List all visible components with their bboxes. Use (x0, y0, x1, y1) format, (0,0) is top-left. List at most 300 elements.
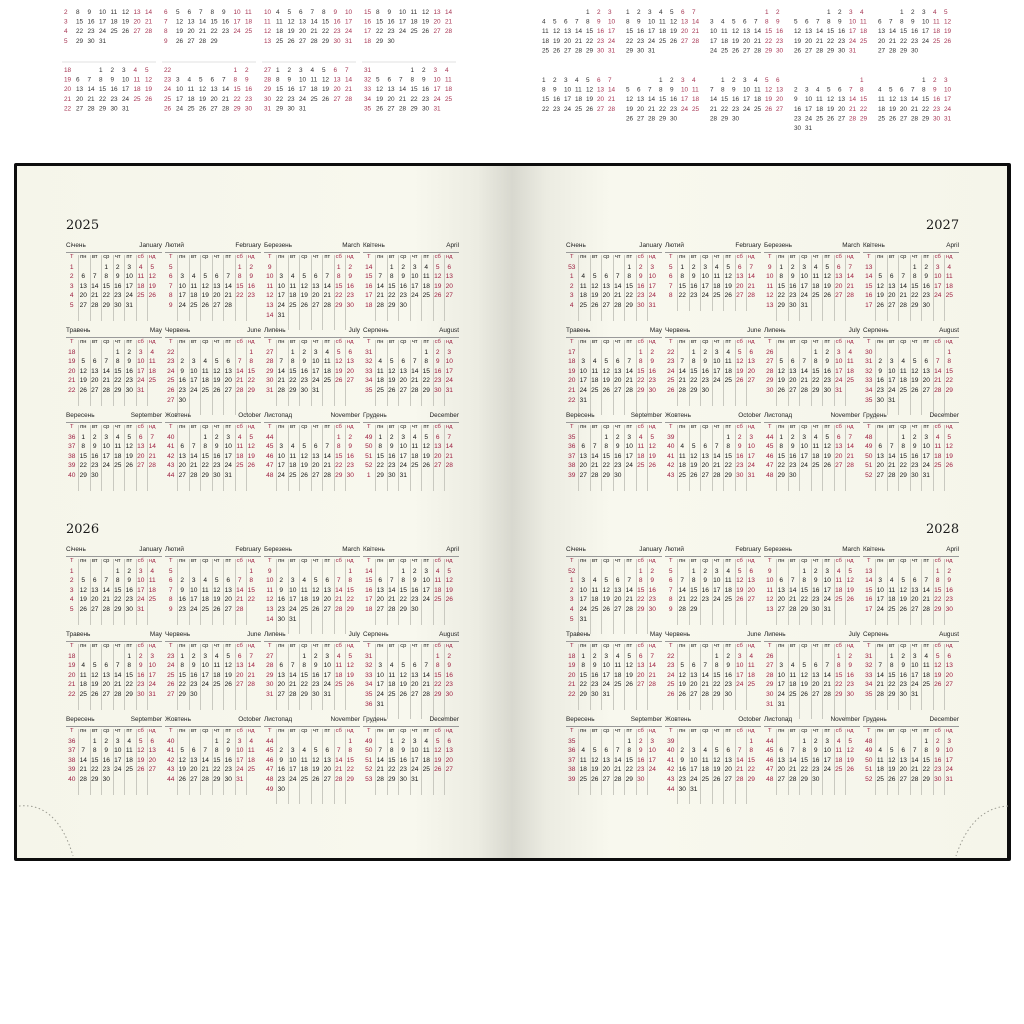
month-header (165, 325, 261, 338)
column-rule (944, 559, 945, 625)
weekday-header: ср (601, 423, 613, 432)
day-cell: 6 (746, 348, 758, 357)
bg-day: 15 (276, 86, 284, 93)
day-cell: 8 (112, 576, 124, 585)
week-number: 49 (363, 737, 375, 746)
column-rule (410, 559, 411, 625)
day-cell: 8 (688, 357, 700, 366)
day-cell: 16 (177, 595, 189, 604)
day-cell: 14 (409, 367, 421, 376)
month-name-ua: Березень (764, 546, 792, 553)
weekday-header: чт (612, 338, 624, 347)
bg-day: 10 (99, 9, 107, 16)
weekday-header: пт (223, 253, 235, 262)
month-november-2027 (764, 410, 860, 496)
weekday-header: вт (688, 423, 700, 432)
day-cell: 16 (787, 452, 799, 461)
day-cell: 12 (776, 367, 788, 376)
day-cell: 14 (276, 367, 288, 376)
week-number: 5 (66, 605, 78, 614)
day-cell: 25 (898, 386, 910, 395)
day-cell: 27 (322, 605, 334, 614)
day-cell: 27 (409, 690, 421, 699)
bg-day: 6 (637, 87, 641, 94)
week-number: 2 (566, 282, 578, 291)
weekday-header: ср (700, 642, 712, 651)
day-cell: 8 (578, 661, 590, 670)
month-july-2028 (764, 629, 860, 715)
day-cell: 7 (101, 576, 113, 585)
day-cell: 20 (345, 367, 357, 376)
day-cell: 27 (688, 690, 700, 699)
month-name-ua: Лютий (165, 546, 184, 553)
day-cell: 9 (124, 576, 136, 585)
day-cell: 3 (276, 272, 288, 281)
day-cell: 5 (799, 661, 811, 670)
day-cell: 2 (124, 567, 136, 576)
column-rule (875, 559, 876, 625)
weekday-header: вт (89, 557, 101, 566)
column-rule (834, 255, 835, 321)
day-cell: 1 (345, 737, 357, 746)
day-cell: 7 (386, 576, 398, 585)
day-cell: 31 (409, 775, 421, 784)
day-cell: 6 (886, 272, 898, 281)
day-cell: 6 (776, 576, 788, 585)
bg-day: 28 (608, 106, 616, 113)
day-cell: 4 (723, 348, 735, 357)
month-september-2026 (66, 714, 162, 800)
week-number-header: Т (165, 423, 177, 432)
day-cell: 25 (200, 386, 212, 395)
day-cell: 21 (845, 452, 857, 461)
week-number: 29 (264, 671, 276, 680)
weekday-header: ср (200, 423, 212, 432)
column-rule (345, 729, 346, 804)
day-cell: 20 (188, 765, 200, 774)
bg-day: 7 (692, 9, 696, 16)
month-december-2025 (363, 410, 459, 496)
day-cell: 7 (845, 433, 857, 442)
column-rule (822, 425, 823, 491)
bg-day: 13 (334, 77, 342, 84)
day-cell: 12 (211, 367, 223, 376)
day-cell: 31 (444, 386, 456, 395)
day-cell: 22 (246, 376, 258, 385)
day-cell: 29 (89, 775, 101, 784)
day-cell: 11 (921, 661, 933, 670)
day-cell: 19 (845, 756, 857, 765)
bg-day: 10 (922, 19, 930, 26)
day-cell: 18 (211, 671, 223, 680)
weekday-header: нд (444, 253, 456, 262)
bg-day: 9 (776, 19, 780, 26)
day-cell: 4 (432, 567, 444, 576)
day-cell: 13 (601, 282, 613, 291)
bg-day: 29 (211, 38, 219, 45)
bg-day: 7 (911, 87, 915, 94)
week-number: 47 (764, 461, 776, 470)
bg-day: 19 (586, 96, 594, 103)
bg-day: 3 (944, 77, 948, 84)
day-cell: 2 (921, 263, 933, 272)
bg-day: 27 (334, 96, 342, 103)
column-rule (101, 340, 102, 406)
weekday-header: пн (375, 557, 387, 566)
day-cell: 20 (635, 671, 647, 680)
day-cell: 4 (723, 567, 735, 576)
column-rule (822, 255, 823, 321)
month-name-ua: Вересень (66, 716, 95, 723)
column-rule (200, 340, 201, 415)
bg-day: 15 (99, 86, 107, 93)
day-cell: 28 (746, 291, 758, 300)
month-name-ua: Січень (566, 242, 586, 249)
bg-day: 8 (827, 19, 831, 26)
day-cell: 15 (688, 586, 700, 595)
month-name-en: March (342, 242, 360, 249)
month-header (66, 629, 162, 642)
day-cell: 30 (188, 690, 200, 699)
day-cell: 6 (89, 357, 101, 366)
column-rule (723, 644, 724, 710)
bg-day: 15 (542, 96, 550, 103)
column-rule (288, 255, 289, 330)
week-number: 28 (264, 661, 276, 670)
day-cell: 24 (624, 461, 636, 470)
column-rule (345, 644, 346, 710)
month-header (264, 629, 360, 642)
day-cell: 17 (444, 367, 456, 376)
weekday-header: вт (787, 423, 799, 432)
bg-day: 9 (553, 87, 557, 94)
column-rule (636, 425, 637, 491)
day-cell: 5 (723, 263, 735, 272)
bg-day: 8 (922, 87, 926, 94)
column-rule (235, 729, 236, 795)
week-number: 23 (665, 661, 677, 670)
week-number: 33 (363, 671, 375, 680)
day-cell: 14 (78, 756, 90, 765)
bg-day: 21 (575, 38, 583, 45)
day-cell: 2 (299, 348, 311, 357)
week-number-header: Т (363, 423, 375, 432)
weekday-header: пн (375, 423, 387, 432)
day-cell: 14 (822, 671, 834, 680)
bg-day: 4 (188, 77, 192, 84)
day-cell: 25 (612, 680, 624, 689)
weekday-header: пт (322, 642, 334, 651)
weekday-header: сб (333, 557, 345, 566)
day-cell: 2 (409, 567, 421, 576)
bg-day: 10 (710, 28, 718, 35)
day-cell: 18 (723, 586, 735, 595)
day-cell: 19 (711, 765, 723, 774)
column-rule (78, 559, 79, 625)
day-cell: 10 (409, 272, 421, 281)
day-cell: 17 (688, 765, 700, 774)
day-cell: 12 (211, 586, 223, 595)
bg-day: 11 (245, 9, 252, 16)
day-cell: 16 (135, 671, 147, 680)
weekday-header: пн (875, 253, 887, 262)
column-rule (200, 729, 201, 795)
column-rule (311, 729, 312, 804)
day-cell: 3 (578, 357, 590, 366)
day-cell: 25 (211, 680, 223, 689)
bg-day: 8 (659, 87, 663, 94)
day-cell: 8 (246, 357, 258, 366)
weekday-header: ср (898, 727, 910, 736)
week-number: 33 (363, 367, 375, 376)
day-cell: 16 (310, 671, 322, 680)
bg-day: 20 (838, 106, 846, 113)
day-cell: 1 (287, 348, 299, 357)
weekday-header: ср (398, 727, 410, 736)
day-cell: 29 (886, 690, 898, 699)
column-rule (624, 425, 625, 491)
weekday-header: пт (921, 338, 933, 347)
column-rule (601, 425, 602, 491)
week-number: 3 (66, 586, 78, 595)
bg-day: 30 (794, 125, 802, 132)
column-rule (811, 729, 812, 795)
month-name-ua: Квітень (863, 242, 885, 249)
day-cell: 12 (421, 442, 433, 451)
column-rule (590, 340, 591, 415)
column-rule (689, 425, 690, 491)
column-rule (776, 559, 777, 625)
column-rule (776, 340, 777, 406)
day-cell: 27 (444, 291, 456, 300)
week-number: 9 (764, 567, 776, 576)
day-cell: 27 (886, 301, 898, 310)
bg-day: 12 (553, 28, 561, 35)
day-cell: 1 (386, 737, 398, 746)
bg-day: 21 (399, 96, 407, 103)
bg-day: 30 (637, 47, 645, 54)
bg-day: 10 (399, 9, 407, 16)
week-number: 32 (863, 661, 875, 670)
weekday-header: вт (386, 423, 398, 432)
week-number-header: Т (764, 423, 776, 432)
bg-day: 2 (245, 67, 249, 74)
bg-day: 23 (732, 106, 740, 113)
day-cell: 21 (89, 291, 101, 300)
month-name-ua: Червень (165, 631, 190, 638)
day-cell: 4 (147, 348, 159, 357)
day-cell: 12 (386, 367, 398, 376)
bg-day: 14 (889, 28, 897, 35)
week-number: 41 (165, 442, 177, 451)
day-cell: 5 (398, 661, 410, 670)
day-cell: 17 (799, 452, 811, 461)
weekday-header: вт (188, 727, 200, 736)
bg-day: 16 (776, 28, 784, 35)
month-header (363, 240, 459, 253)
day-cell: 28 (444, 461, 456, 470)
day-cell: 20 (310, 461, 322, 470)
week-number: 39 (566, 471, 578, 480)
week-number: 14 (363, 567, 375, 576)
bg-day: 8 (276, 77, 280, 84)
column-rule (578, 729, 579, 795)
day-cell: 13 (223, 586, 235, 595)
column-rule (433, 644, 434, 719)
week-number: 44 (264, 737, 276, 746)
day-cell: 27 (734, 291, 746, 300)
weekday-header: вт (589, 253, 601, 262)
bg-day: 30 (670, 115, 678, 122)
bg-day: 4 (134, 67, 138, 74)
month-name-en: March (842, 242, 860, 249)
week-number: 50 (363, 746, 375, 755)
bg-day: 27 (211, 105, 219, 112)
day-cell: 27 (432, 461, 444, 470)
day-cell: 9 (898, 661, 910, 670)
column-rule (177, 340, 178, 415)
day-cell: 11 (375, 367, 387, 376)
day-cell: 22 (432, 680, 444, 689)
day-cell: 21 (909, 765, 921, 774)
day-cell: 19 (898, 595, 910, 604)
day-cell: 10 (177, 282, 189, 291)
week-number-header: Т (764, 727, 776, 736)
weekday-header: вт (188, 423, 200, 432)
day-cell: 11 (234, 442, 246, 451)
bg-day: 10 (434, 77, 442, 84)
column-rule (910, 425, 911, 491)
week-number: 19 (66, 661, 78, 670)
week-number-header: Т (863, 338, 875, 347)
day-cell: 21 (677, 595, 689, 604)
day-cell: 3 (135, 348, 147, 357)
day-cell: 22 (398, 595, 410, 604)
month-name-ua: Травень (66, 327, 90, 334)
day-cell: 1 (799, 737, 811, 746)
day-cell: 20 (909, 595, 921, 604)
month-header (863, 240, 959, 253)
bg-day: 5 (176, 9, 180, 16)
bg-day: 6 (776, 77, 780, 84)
column-rule (601, 729, 602, 795)
day-cell: 15 (386, 756, 398, 765)
day-cell: 8 (624, 746, 636, 755)
bg-day: 30 (911, 47, 919, 54)
day-cell: 11 (578, 756, 590, 765)
day-cell: 29 (578, 690, 590, 699)
weekday-header: ср (299, 423, 311, 432)
day-cell: 12 (886, 756, 898, 765)
day-cell: 29 (746, 775, 758, 784)
bg-day: 3 (710, 19, 714, 26)
bg-day: 3 (299, 67, 303, 74)
weekday-header: ср (700, 253, 712, 262)
day-cell: 2 (386, 433, 398, 442)
weekday-header: ср (299, 338, 311, 347)
day-cell: 18 (322, 367, 334, 376)
weekday-header: вт (787, 253, 799, 262)
day-cell: 1 (177, 652, 189, 661)
weekday-header: ср (799, 423, 811, 432)
week-number: 26 (764, 652, 776, 661)
column-rule (636, 729, 637, 795)
month-name-ua: Червень (165, 327, 190, 334)
day-cell: 7 (409, 357, 421, 366)
week-number: 41 (665, 452, 677, 461)
day-cell: 19 (723, 282, 735, 291)
month-name-en: July (349, 631, 360, 638)
bg-day: 5 (944, 9, 948, 16)
day-cell: 12 (444, 576, 456, 585)
bg-day: 19 (176, 28, 184, 35)
month-header (165, 410, 261, 423)
day-cell: 21 (101, 376, 113, 385)
weekday-header: нд (944, 727, 956, 736)
day-cell: 1 (112, 567, 124, 576)
weekday-header: вт (787, 338, 799, 347)
day-cell: 10 (223, 442, 235, 451)
day-cell: 3 (822, 567, 834, 576)
weekday-header: ср (200, 253, 212, 262)
bg-day: 27 (388, 105, 396, 112)
day-cell: 23 (647, 376, 659, 385)
column-rule (311, 559, 312, 634)
weekday-header: чт (711, 727, 723, 736)
bg-day: 11 (134, 77, 141, 84)
day-cell: 2 (700, 348, 712, 357)
day-cell: 23 (845, 680, 857, 689)
bg-day: 25 (134, 96, 142, 103)
week-number: 31 (363, 348, 375, 357)
column-rule (898, 729, 899, 795)
weekday-header: пт (124, 423, 136, 432)
column-rule (811, 425, 812, 491)
weekday-header: сб (932, 423, 944, 432)
day-cell: 21 (223, 291, 235, 300)
week-number: 38 (566, 765, 578, 774)
day-cell: 8 (776, 272, 788, 281)
day-cell: 3 (734, 652, 746, 661)
day-cell: 18 (147, 586, 159, 595)
day-cell: 30 (345, 471, 357, 480)
weekday-header: ср (700, 338, 712, 347)
day-cell: 10 (287, 586, 299, 595)
bg-day: 9 (222, 9, 226, 16)
weekday-header: нд (444, 727, 456, 736)
day-cell: 29 (799, 775, 811, 784)
week-number: 25 (165, 671, 177, 680)
day-cell: 27 (398, 386, 410, 395)
week-number: 48 (764, 775, 776, 784)
column-rule (90, 255, 91, 321)
weekday-header: нд (746, 727, 758, 736)
column-rule (124, 559, 125, 625)
month-name-ua: Серпень (863, 327, 889, 334)
bg-day: 30 (776, 47, 784, 54)
bg-day: 4 (692, 77, 696, 84)
day-cell: 1 (635, 348, 647, 357)
day-cell: 18 (787, 680, 799, 689)
column-rule (689, 559, 690, 625)
bg-day: 18 (721, 38, 729, 45)
bg-day: 5 (322, 67, 326, 74)
column-rule (822, 340, 823, 406)
weekday-header: сб (635, 338, 647, 347)
month-name-ua: Січень (66, 546, 86, 553)
week-number: 19 (66, 357, 78, 366)
day-cell: 13 (78, 282, 90, 291)
